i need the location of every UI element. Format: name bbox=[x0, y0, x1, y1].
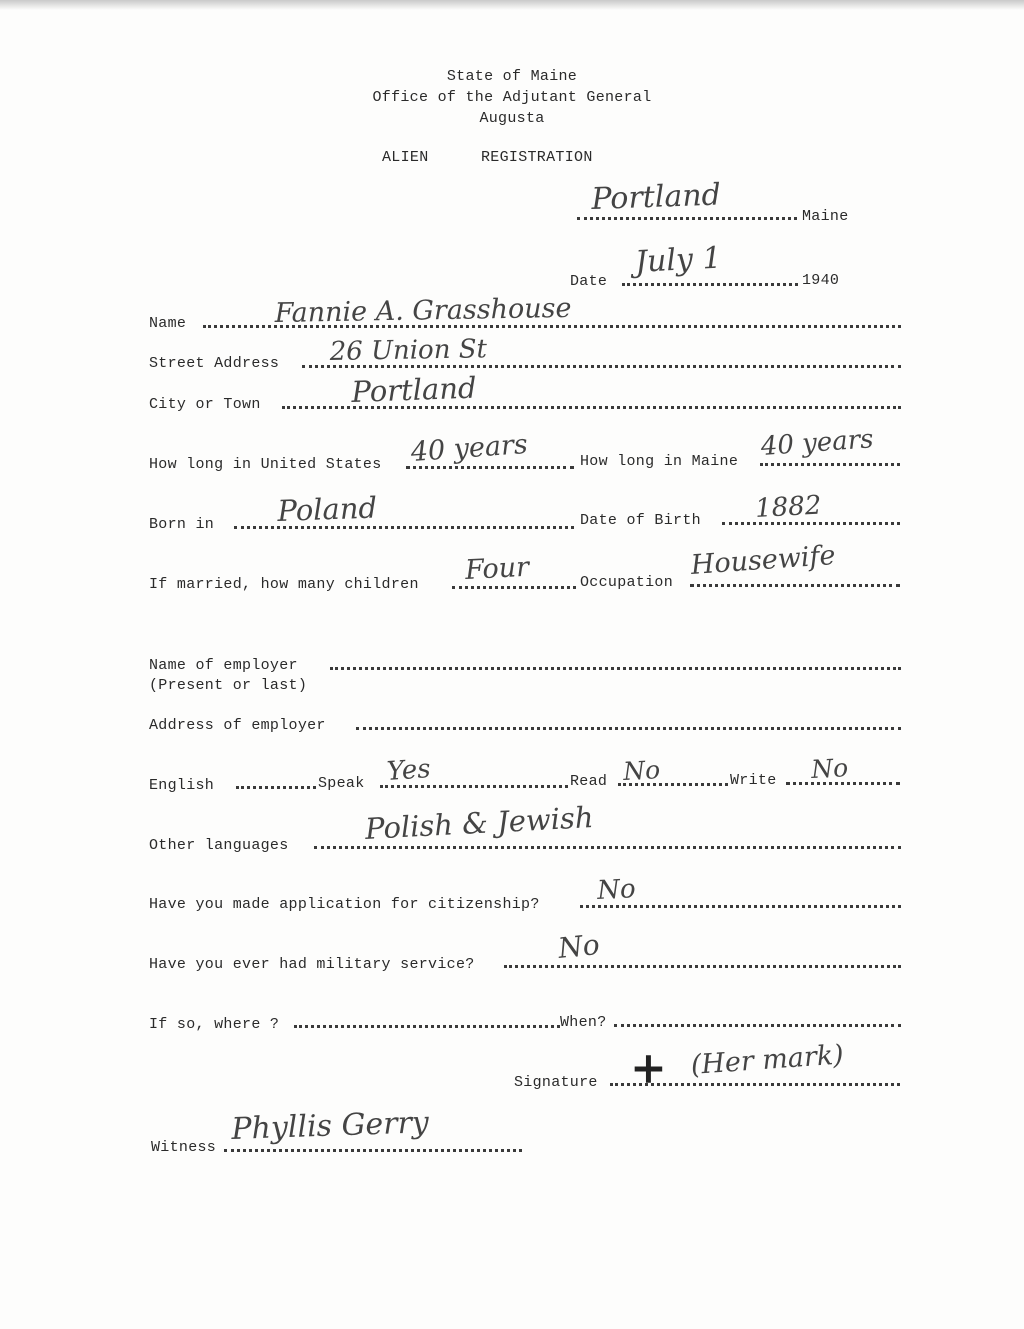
employer-dots bbox=[330, 664, 901, 670]
write-value: No bbox=[810, 753, 849, 784]
signature-mark: + bbox=[630, 1043, 667, 1094]
english-label: English bbox=[149, 777, 215, 794]
when-dots bbox=[614, 1021, 901, 1027]
how-long-us-label: How long in United States bbox=[149, 456, 382, 473]
witness-value: Phyllis Gerry bbox=[230, 1105, 430, 1147]
english-dots bbox=[236, 783, 316, 789]
write-label: Write bbox=[730, 772, 777, 789]
read-label: Read bbox=[570, 773, 608, 790]
state-heading: State of Maine bbox=[446, 68, 578, 85]
speak-value: Yes bbox=[385, 754, 432, 787]
how-long-maine-label: How long in Maine bbox=[580, 453, 739, 470]
occupation-label: Occupation bbox=[580, 574, 674, 591]
name-value: Fannie A. Grasshouse bbox=[274, 292, 572, 329]
signature-value: (Her mark) bbox=[689, 1039, 845, 1081]
where-label: If so, where ? bbox=[149, 1016, 280, 1033]
other-languages-value: Polish & Jewish bbox=[364, 800, 595, 846]
employer-label: Name of employer bbox=[149, 657, 298, 674]
born-in-label: Born in bbox=[149, 516, 215, 533]
place-suffix: Maine bbox=[802, 208, 849, 225]
witness-dots bbox=[224, 1146, 522, 1152]
form-title-alien: ALIEN bbox=[382, 149, 429, 166]
how-long-maine-dots bbox=[760, 460, 900, 466]
employer-address-dots bbox=[356, 724, 901, 730]
children-value: Four bbox=[464, 551, 530, 586]
street-value: 26 Union St bbox=[329, 334, 488, 367]
place-value: Portland bbox=[590, 177, 722, 217]
city-heading: Augusta bbox=[479, 110, 545, 127]
how-long-us-value: 40 years bbox=[409, 428, 529, 468]
city-value: Portland bbox=[350, 370, 478, 409]
date-year: 1940 bbox=[802, 272, 840, 289]
read-value: No bbox=[622, 755, 661, 786]
street-label: Street Address bbox=[149, 355, 280, 372]
date-value: July 1 bbox=[634, 240, 723, 280]
children-label: If married, how many children bbox=[149, 576, 419, 593]
military-value: No bbox=[556, 927, 602, 965]
speak-label: Speak bbox=[318, 775, 365, 792]
when-label: When? bbox=[560, 1014, 607, 1031]
military-label: Have you ever had military service? bbox=[149, 956, 475, 973]
office-heading: Office of the Adjutant General bbox=[372, 89, 652, 106]
signature-label: Signature bbox=[514, 1074, 598, 1091]
citizenship-label: Have you made application for citizenship? bbox=[149, 896, 540, 913]
form-title-registration: REGISTRATION bbox=[481, 149, 593, 166]
occupation-value: Housewife bbox=[689, 539, 837, 581]
born-in-value: Poland bbox=[276, 490, 378, 528]
city-label: City or Town bbox=[149, 396, 261, 413]
employer-sublabel: (Present or last) bbox=[149, 677, 308, 694]
occupation-dots bbox=[690, 581, 900, 587]
employer-address-label: Address of employer bbox=[149, 717, 326, 734]
scan-edge bbox=[0, 0, 1024, 10]
how-long-maine-value: 40 years bbox=[759, 424, 875, 462]
dob-label: Date of Birth bbox=[580, 512, 701, 529]
date-label: Date bbox=[570, 273, 608, 290]
citizenship-value: No bbox=[596, 874, 637, 906]
name-label: Name bbox=[149, 315, 187, 332]
witness-label: Witness bbox=[151, 1139, 217, 1156]
other-languages-label: Other languages bbox=[149, 837, 289, 854]
date-dots bbox=[622, 280, 798, 286]
dob-value: 1882 bbox=[754, 490, 823, 524]
where-dots bbox=[294, 1022, 560, 1028]
